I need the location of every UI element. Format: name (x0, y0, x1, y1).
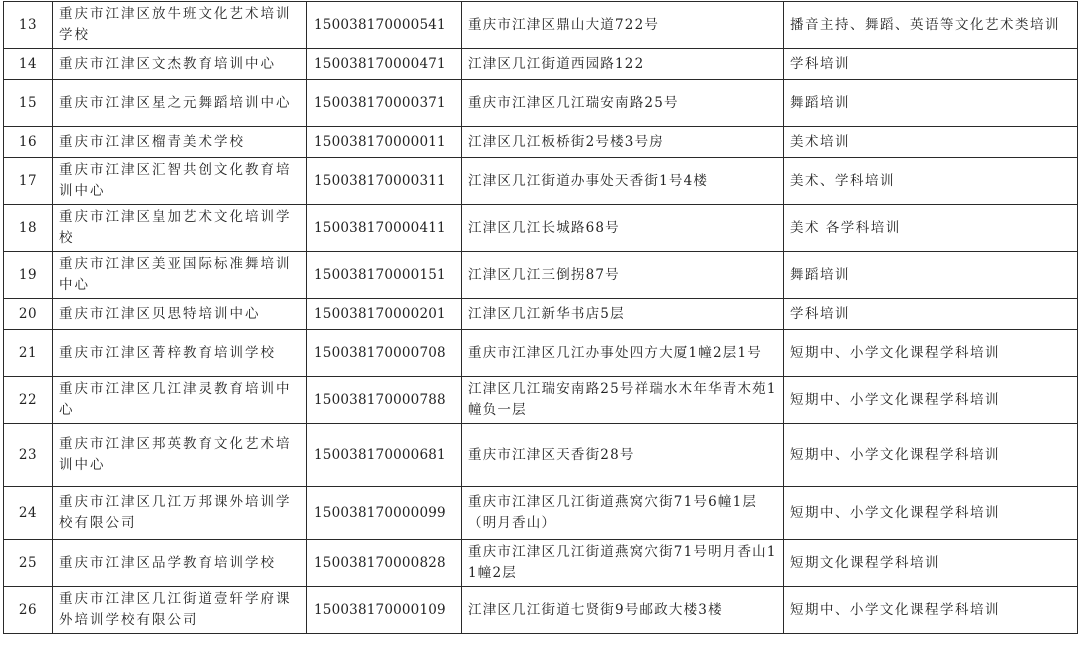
cell-address: 重庆市江津区几江街道燕窝穴街71号6幢1层（明月香山） (462, 487, 784, 540)
cell-license-code: 150038170000828 (307, 540, 462, 587)
table-row (4, 587, 1078, 634)
cell-index: 18 (4, 205, 53, 252)
cell-index: 22 (4, 377, 53, 424)
table-row (4, 158, 1078, 205)
table-row (4, 2, 1078, 49)
table-row (4, 127, 1078, 158)
cell-training-scope: 播音主持、舞蹈、英语等文化艺术类培训 (784, 2, 1078, 49)
cell-training-scope: 短期中、小学文化课程学科培训 (784, 424, 1078, 487)
table-row (4, 377, 1078, 424)
cell-training-scope: 短期文化课程学科培训 (784, 540, 1078, 587)
cell-license-code: 150038170000311 (307, 158, 462, 205)
cell-training-scope: 美术 各学科培训 (784, 205, 1078, 252)
cell-training-scope: 舞蹈培训 (784, 252, 1078, 299)
cell-institution-name: 重庆市江津区几江万邦课外培训学校有限公司 (53, 487, 307, 540)
cell-address: 重庆市江津区鼎山大道722号 (462, 2, 784, 49)
cell-index: 26 (4, 587, 53, 634)
cell-index: 24 (4, 487, 53, 540)
cell-index: 23 (4, 424, 53, 487)
cell-institution-name: 重庆市江津区星之元舞蹈培训中心 (53, 80, 307, 127)
table-row (4, 80, 1078, 127)
cell-license-code: 150038170000109 (307, 587, 462, 634)
cell-institution-name: 重庆市江津区汇智共创文化教育培训中心 (53, 158, 307, 205)
table-row (4, 205, 1078, 252)
cell-training-scope: 美术、学科培训 (784, 158, 1078, 205)
cell-training-scope: 美术培训 (784, 127, 1078, 158)
cell-index: 16 (4, 127, 53, 158)
cell-index: 20 (4, 299, 53, 330)
table-body (4, 2, 1078, 634)
cell-address: 江津区几江三倒拐87号 (462, 252, 784, 299)
cell-address: 江津区几江长城路68号 (462, 205, 784, 252)
cell-license-code: 150038170000471 (307, 49, 462, 80)
cell-institution-name: 重庆市江津区品学教育培训学校 (53, 540, 307, 587)
cell-license-code: 150038170000371 (307, 80, 462, 127)
cell-license-code: 150038170000541 (307, 2, 462, 49)
cell-address: 江津区几江街道办事处天香街1号4楼 (462, 158, 784, 205)
cell-address: 重庆市江津区几江瑞安南路25号 (462, 80, 784, 127)
cell-training-scope: 舞蹈培训 (784, 80, 1078, 127)
cell-address: 江津区几江瑞安南路25号祥瑞水木年华青木苑1幢负一层 (462, 377, 784, 424)
cell-license-code: 150038170000099 (307, 487, 462, 540)
cell-training-scope: 学科培训 (784, 299, 1078, 330)
cell-address: 江津区几江板桥街2号楼3号房 (462, 127, 784, 158)
cell-institution-name: 重庆市江津区贝思特培训中心 (53, 299, 307, 330)
cell-training-scope: 短期中、小学文化课程学科培训 (784, 587, 1078, 634)
cell-license-code: 150038170000788 (307, 377, 462, 424)
institution-table (3, 1, 1078, 634)
cell-institution-name: 重庆市江津区放牛班文化艺术培训学校 (53, 2, 307, 49)
cell-license-code: 150038170000411 (307, 205, 462, 252)
cell-index: 19 (4, 252, 53, 299)
cell-index: 13 (4, 2, 53, 49)
cell-institution-name: 重庆市江津区文杰教育培训中心 (53, 49, 307, 80)
cell-index: 21 (4, 330, 53, 377)
cell-institution-name: 重庆市江津区皇加艺术文化培训学校 (53, 205, 307, 252)
cell-license-code: 150038170000708 (307, 330, 462, 377)
cell-address: 重庆市江津区天香街28号 (462, 424, 784, 487)
cell-address: 江津区几江街道七贤街9号邮政大楼3楼 (462, 587, 784, 634)
table-row (4, 252, 1078, 299)
cell-index: 25 (4, 540, 53, 587)
cell-training-scope: 学科培训 (784, 49, 1078, 80)
cell-license-code: 150038170000681 (307, 424, 462, 487)
table-row (4, 540, 1078, 587)
cell-license-code: 150038170000011 (307, 127, 462, 158)
cell-license-code: 150038170000151 (307, 252, 462, 299)
cell-training-scope: 短期中、小学文化课程学科培训 (784, 330, 1078, 377)
cell-institution-name: 重庆市江津区几江街道壹轩学府课外培训学校有限公司 (53, 587, 307, 634)
table-row (4, 487, 1078, 540)
table-row (4, 49, 1078, 80)
cell-training-scope: 短期中、小学文化课程学科培训 (784, 487, 1078, 540)
cell-institution-name: 重庆市江津区邦英教育文化艺术培训中心 (53, 424, 307, 487)
cell-address: 江津区几江新华书店5层 (462, 299, 784, 330)
table-row (4, 424, 1078, 487)
cell-address: 重庆市江津区几江办事处四方大厦1幢2层1号 (462, 330, 784, 377)
cell-license-code: 150038170000201 (307, 299, 462, 330)
cell-address: 重庆市江津区几江街道燕窝穴街71号明月香山11幢2层 (462, 540, 784, 587)
cell-address: 江津区几江街道西园路122 (462, 49, 784, 80)
cell-institution-name: 重庆市江津区榴青美术学校 (53, 127, 307, 158)
table-row (4, 299, 1078, 330)
cell-training-scope: 短期中、小学文化课程学科培训 (784, 377, 1078, 424)
table-row (4, 330, 1078, 377)
cell-institution-name: 重庆市江津区美亚国际标准舞培训中心 (53, 252, 307, 299)
cell-institution-name: 重庆市江津区菁梓教育培训学校 (53, 330, 307, 377)
cell-index: 15 (4, 80, 53, 127)
cell-index: 14 (4, 49, 53, 80)
cell-index: 17 (4, 158, 53, 205)
cell-institution-name: 重庆市江津区几江津灵教育培训中心 (53, 377, 307, 424)
